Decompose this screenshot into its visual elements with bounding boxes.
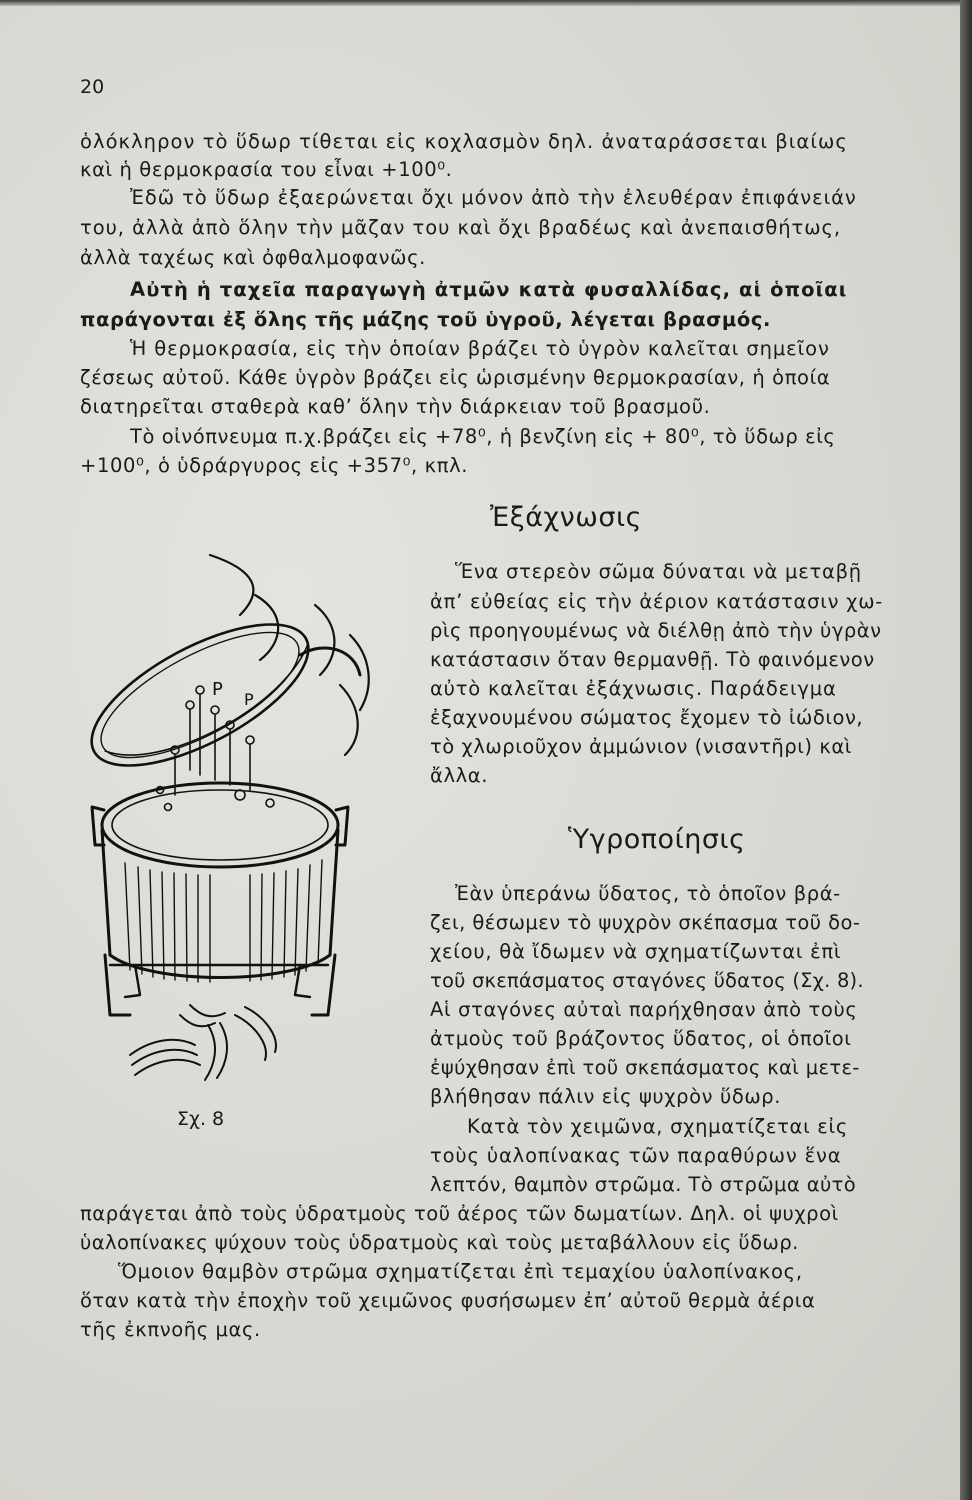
- text-line: ρὶς προηγουμένως νὰ διέλθῃ ἀπὸ τὴν ὑγρὰν: [430, 619, 882, 642]
- figure-label-p2: P: [244, 690, 254, 709]
- text-line: βλήθησαν πάλιν εἰς ψυχρὸν ὕδωρ.: [430, 1085, 782, 1108]
- text-line: Ἐὰν ὑπεράνω ὕδατος, τὸ ὁποῖον βρά-: [455, 882, 841, 905]
- text-line: του, ἀλλὰ ἀπὸ ὅλην τὴν μᾶζαν του καὶ ὄχι βραδέως καὶ ἀνεπαισθήτως,: [80, 216, 842, 239]
- text-line: διατηρεῖται σταθερὰ καθ’ ὅλην τὴν διάρκειαν τοῦ βρασμοῦ.: [80, 395, 711, 418]
- text-line: Αἱ σταγόνες αὐταὶ παρήχθησαν ἀπὸ τοὺς: [430, 998, 858, 1021]
- text-line: ἐψύχθησαν ἐπὶ τοῦ σκεπάσματος καὶ μετε-: [430, 1056, 860, 1079]
- section-heading-sublimation: Ἐξάχνωσις: [490, 502, 642, 533]
- section-heading-liquefaction: Ὑγροποίησις: [568, 824, 746, 855]
- text-line: χείου, θὰ ἴδωμεν νὰ σχηματίζωνται ἐπὶ: [430, 940, 842, 963]
- text-line: ἀπ’ εὐθείας εἰς τὴν ἀέριον κατάστασιν χω-: [430, 590, 884, 613]
- text-line: ζει, θέσωμεν τὸ ψυχρὸν σκέπασμα τοῦ δο-: [430, 911, 861, 934]
- text-line: τοῦ σκεπάσματος σταγόνες ὕδατος (Σχ. 8).: [430, 969, 864, 992]
- text-line: τὸ χλωριοῦχον ἀμμώνιον (νισαντῆρι) καὶ: [430, 735, 852, 758]
- text-line: Κατὰ τὸν χειμῶνα, σχηματίζεται εἰς: [467, 1115, 848, 1138]
- text-line: +100⁰, ὁ ὑδράργυρος εἰς +357⁰, κπλ.: [80, 454, 469, 477]
- text-line: παράγεται ἀπὸ τοὺς ὑδρατμοὺς τοῦ ἀέρος τῶν δωματίων. Δηλ. οἱ ψυχροὶ: [80, 1202, 839, 1225]
- text-line: τῆς ἐκπνοῆς μας.: [80, 1318, 261, 1341]
- text-line: κατάστασιν ὅταν θερμανθῇ. Τὸ φαινόμενον: [430, 648, 875, 671]
- text-line: Τὸ οἰνόπνευμα π.χ.βράζει εἰς +78⁰, ἡ βενζίνη εἰς + 80⁰, τὸ ὕδωρ εἰς: [130, 425, 836, 448]
- text-line: ἀλλὰ ταχέως καὶ ὀφθαλμοφανῶς.: [80, 246, 426, 269]
- boiling-pot-illustration: [90, 545, 430, 1090]
- text-line: Ὅμοιον θαμβὸν στρῶμα σχηματίζεται ἐπὶ τεμαχίου ὑαλοπίνακος,: [118, 1260, 803, 1283]
- text-line: Ἡ θερμοκρασία, εἰς τὴν ὁποίαν βράζει τὸ ὑγρὸν καλεῖται σημεῖον: [130, 337, 830, 360]
- text-line: αὐτὸ καλεῖται ἐξάχνωσις. Παράδειγμα: [430, 677, 837, 700]
- text-line: Ἕνα στερεὸν σῶμα δύναται νὰ μεταβῇ: [455, 560, 862, 583]
- text-line: ἀτμοὺς τοῦ βράζοντος ὕδατος, οἱ ὁποῖοι: [430, 1027, 852, 1050]
- text-line: λεπτόν, θαμπὸν στρῶμα. Τὸ στρῶμα αὐτὸ: [430, 1173, 857, 1196]
- text-line-bold: Αὐτὴ ἡ ταχεῖα παραγωγὴ ἀτμῶν κατὰ φυσαλλίδας, αἱ ὁποῖαι: [130, 278, 848, 301]
- text-line: τοὺς ὑαλοπίνακας τῶν παραθύρων ἕνα: [430, 1144, 842, 1167]
- figure-caption: Σχ. 8: [177, 1108, 225, 1130]
- text-line: ζέσεως αὐτοῦ. Κάθε ὑγρὸν βράζει εἰς ὡρισμένην θερμοκρασίαν, ἡ ὁποία: [80, 366, 831, 389]
- text-line-bold: παράγονται ἐξ ὅλης τῆς μάζης τοῦ ὑγροῦ, λέγεται βρασμός.: [80, 308, 772, 331]
- text-line: καὶ ἡ θερμοκρασία του εἶναι +100⁰.: [80, 158, 453, 181]
- text-line: ὑαλοπίνακες ψύχουν τοὺς ὑδρατμοὺς καὶ τοὺς μεταβάλλουν εἰς ὕδωρ.: [80, 1231, 799, 1254]
- text-line: ὁλόκληρον τὸ ὕδωρ τίθεται εἰς κοχλασμὸν δηλ. ἀναταράσσεται βιαίως: [80, 130, 848, 153]
- page-number: 20: [80, 76, 105, 98]
- figure-label-p1: P: [212, 679, 223, 700]
- text-line: ἄλλα.: [430, 764, 488, 787]
- scan-right-edge: [960, 0, 972, 1500]
- scan-top-edge: [0, 0, 972, 6]
- text-line: ὅταν κατὰ τὴν ἐποχὴν τοῦ χειμῶνος φυσήσωμεν ἐπ’ αὐτοῦ θερμὰ ἀέρια: [80, 1289, 816, 1312]
- text-line: ἐξαχνουμένου σώματος ἔχομεν τὸ ἰώδιον,: [430, 706, 864, 729]
- text-line: Ἐδῶ τὸ ὕδωρ ἐξαερώνεται ὄχι μόνον ἀπὸ τὴν ἐλευθέραν ἐπιφάνειάν: [130, 186, 857, 209]
